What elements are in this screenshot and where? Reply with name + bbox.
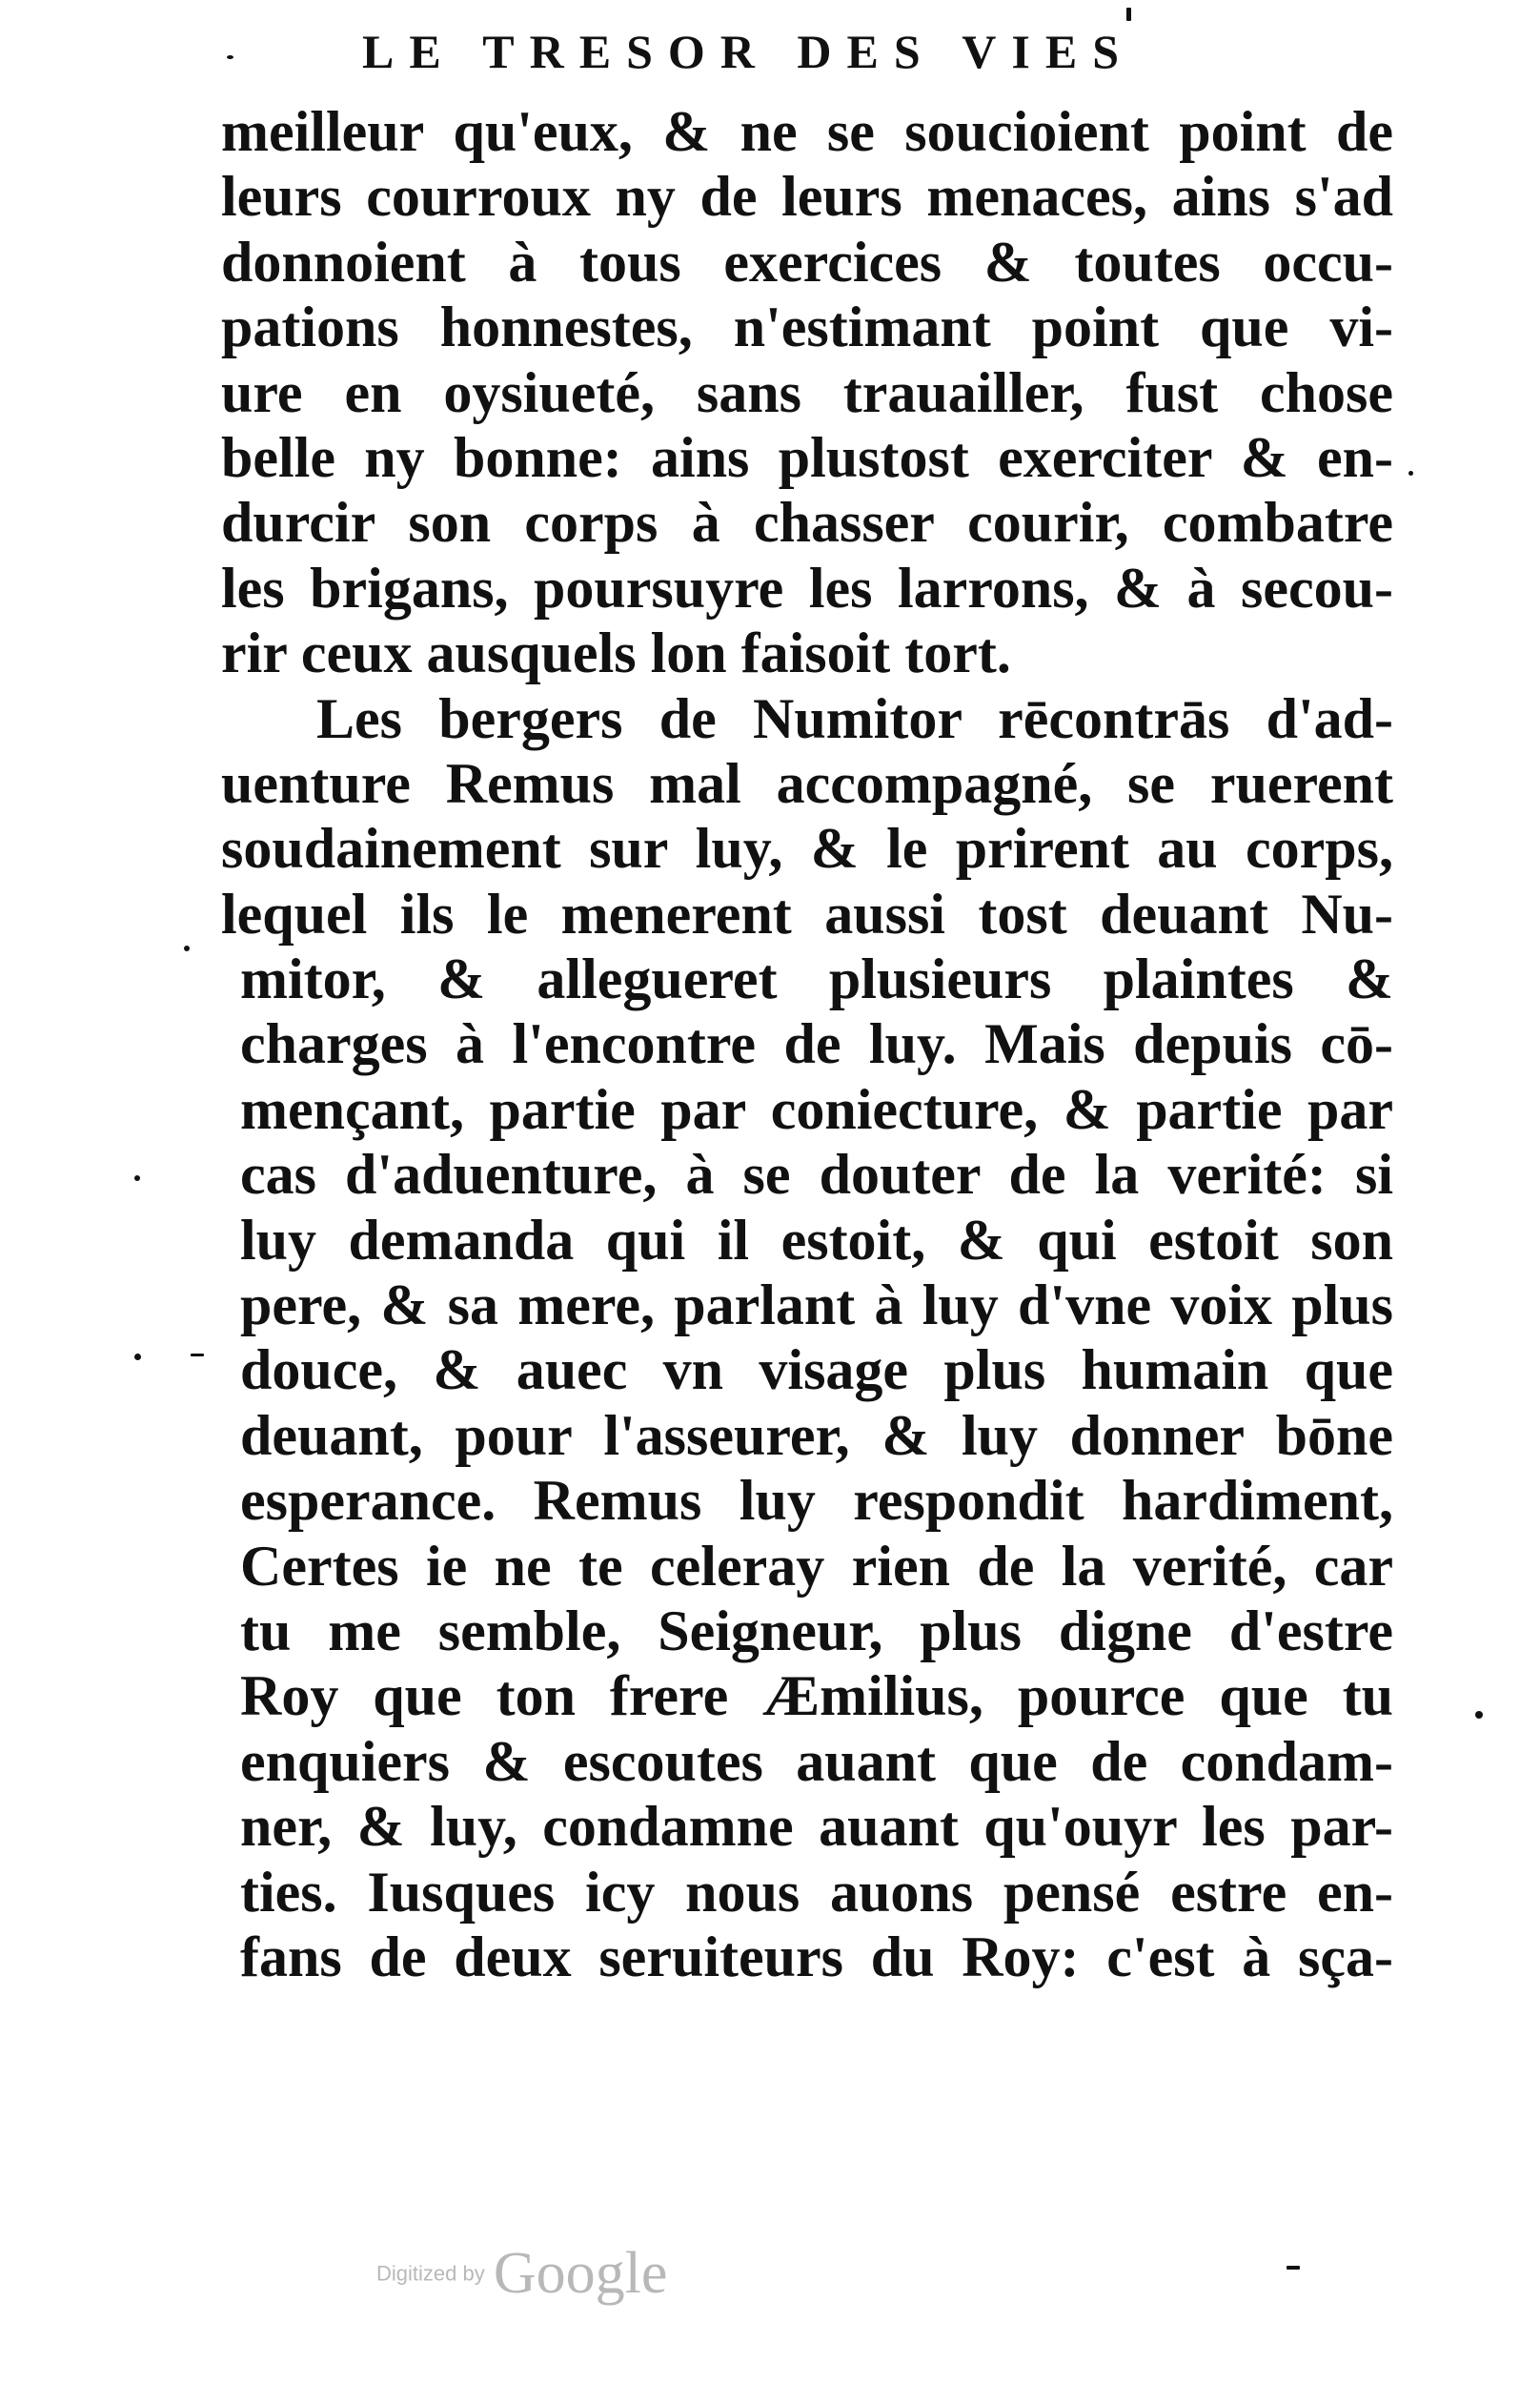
running-head: LE TRESOR DES VIES [362,25,1134,78]
text-line: Roy que ton frere Æmilius, pource que tu [240,1664,1393,1728]
text-line: meilleur qu'eux, & ne se soucioient point de [221,100,1393,163]
text-line: donnoient à tous exercices & toutes occu- [221,230,1393,294]
ink-speck [1126,8,1131,21]
digitization-credit [376,2240,667,2308]
text-line: mitor, & allegueret plusieurs plaintes & [240,947,1393,1011]
ink-speck [1475,1711,1483,1719]
text-line: esperance. Remus luy respondit hardiment, [240,1469,1393,1533]
text-line: uenture Remus mal accompagné, se ruerent [221,751,1393,815]
ink-speck [134,1175,140,1181]
text-line: leurs courroux ny de leurs menaces, ains s'ad [221,165,1393,229]
ink-speck [1287,2266,1300,2270]
text-line: luy demanda qui il estoit, & qui estoit son [240,1208,1393,1272]
text-line: ure en oysiueté, sans trauailler, fust chose [221,360,1393,424]
text-line: les brigans, poursuyre les larrons, & à secou- [221,556,1393,620]
text-line: douce, & auec vn visage plus humain que [240,1338,1393,1402]
text-line: soudainement sur luy, & le prirent au corps, [221,817,1393,881]
text-line: rir ceux ausquels lon faisoit tort. [221,621,1011,685]
text-line: charges à l'encontre de luy. Mais depuis cō- [240,1012,1393,1076]
text-line: pere, & sa mere, parlant à luy d'vne voix plus [240,1273,1393,1337]
text-line: lequel ils le menerent aussi tost deuant Nu- [221,882,1393,946]
ink-speck [227,55,233,59]
text-line: deuant, pour l'asseurer, & luy donner bōne [240,1403,1393,1467]
text-line: belle ny bonne: ains plustost exerciter & en- [221,425,1393,489]
text-line: mençant, partie par coniecture, & partie par [240,1077,1393,1141]
text-line: Certes ie ne te celeray rien de la verité, car [240,1534,1393,1598]
text-line: tu me semble, Seigneur, plus digne d'estre [240,1599,1393,1662]
body-text [221,99,1393,1989]
text-line: cas d'aduenture, à se douter de la verité: si [240,1143,1393,1207]
ink-speck [191,1354,204,1356]
text-line: durcir son corps à chasser courir, combatre [221,491,1393,555]
ink-speck [134,1354,141,1360]
text-line: enquiers & escoutes auant que de condam- [240,1729,1393,1793]
paragraph-first-line: Les bergers de Numitor rēcontrās d'ad- [316,686,1393,750]
digitized-by-label: Digitized by [376,2261,485,2286]
text-line: ties. Iusques icy nous auons pensé estre en- [240,1860,1393,1924]
text-line: pations honnestes, n'estimant point que vi- [221,295,1393,359]
ink-speck [184,946,190,951]
ink-speck [1408,471,1413,476]
text-line: ner, & luy, condamne auant qu'ouyr les par- [240,1795,1393,1859]
google-brand: Google [493,2241,668,2306]
text-line: fans de deux seruiteurs du Roy: c'est à sça- [240,1925,1393,1988]
